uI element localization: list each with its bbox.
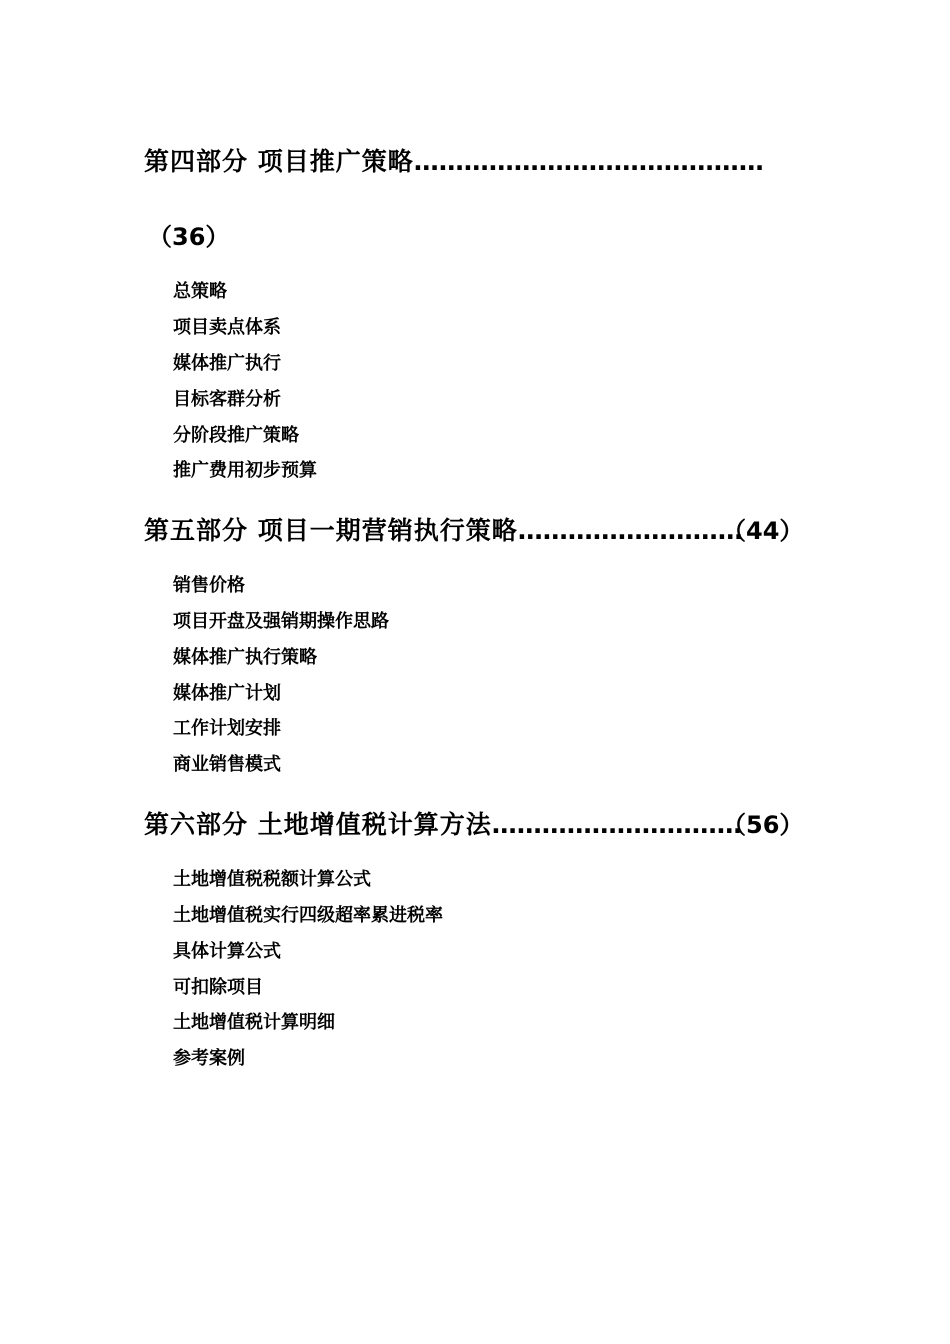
section-heading bbox=[144, 147, 764, 177]
section-heading bbox=[144, 516, 743, 546]
toc-item: 具体计算公式 bbox=[173, 941, 281, 962]
leader-dots: ……………………… bbox=[517, 516, 743, 545]
toc-item: 工作计划安排 bbox=[173, 718, 281, 739]
toc-item: 总策略 bbox=[173, 281, 227, 302]
page-number: （44） bbox=[722, 517, 804, 545]
toc-item: 土地增值税税额计算公式 bbox=[173, 869, 371, 890]
section-title: 第六部分 土地增值税计算方法 bbox=[144, 810, 492, 839]
toc-item: 可扣除项目 bbox=[173, 977, 263, 998]
toc-item: 商业销售模式 bbox=[173, 754, 281, 775]
section-title: 第四部分 项目推广策略 bbox=[144, 147, 414, 176]
section-title: 第五部分 项目一期营销执行策略 bbox=[144, 516, 518, 545]
leader-dots: ………………………… bbox=[491, 810, 742, 839]
toc-item: 参考案例 bbox=[173, 1048, 245, 1069]
toc-item: 项目卖点体系 bbox=[173, 317, 281, 338]
toc-item: 推广费用初步预算 bbox=[173, 460, 317, 481]
toc-item: 媒体推广计划 bbox=[173, 683, 281, 704]
toc-item: 分阶段推广策略 bbox=[173, 425, 299, 446]
leader-dots: …………………………………… bbox=[413, 147, 764, 176]
toc-item: 土地增值税实行四级超率累进税率 bbox=[173, 905, 443, 926]
section-heading bbox=[144, 810, 742, 840]
page-number: （56） bbox=[722, 811, 804, 839]
toc-item: 目标客群分析 bbox=[173, 389, 281, 410]
page-number: （36） bbox=[148, 223, 230, 251]
toc-item: 媒体推广执行 bbox=[173, 353, 281, 374]
toc-item: 媒体推广执行策略 bbox=[173, 647, 317, 668]
toc-item: 项目开盘及强销期操作思路 bbox=[173, 611, 389, 632]
toc-item: 土地增值税计算明细 bbox=[173, 1012, 335, 1033]
toc-item: 销售价格 bbox=[173, 575, 245, 596]
